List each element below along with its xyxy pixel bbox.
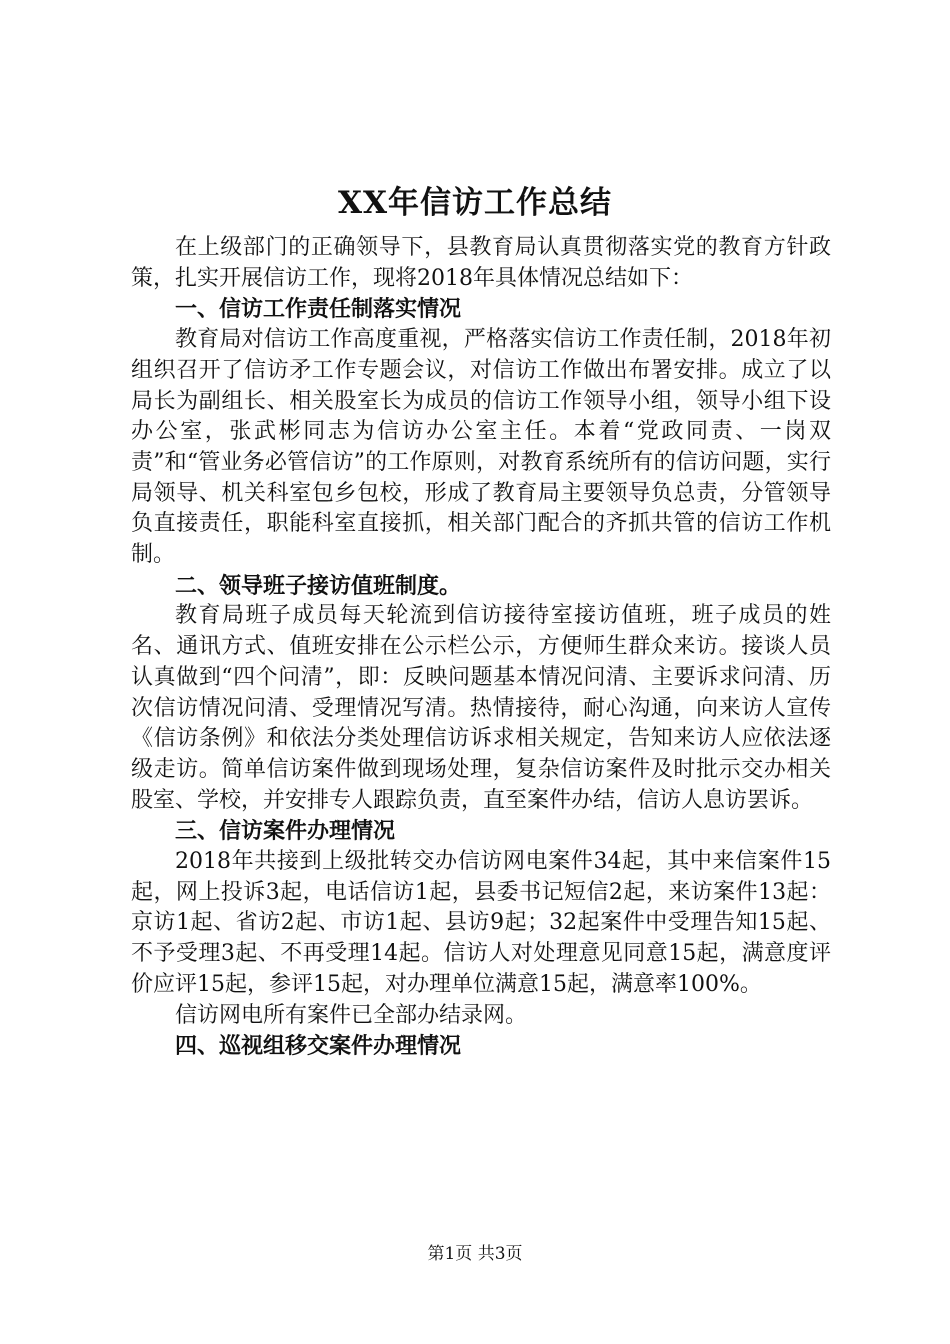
intro-paragraph: 在上级部门的正确领导下，县教育局认真贯彻落实党的教育方针政策，扎实开展信访工作，现将2018年具体情况总结如下： [131,235,831,291]
section-2-heading: 二、领导班子接访值班制度。 [175,572,462,599]
page-footer: 第1页 共3页 [427,1244,523,1264]
document-title: XX年信访工作总结 [337,185,613,221]
document-body [131,233,831,1062]
section-2-paragraph: 教育局班子成员每天轮流到信访接待室接访值班，班子成员的姓名、通讯方式、值班安排在公示栏公示，方便师生群众来访。接谈人员认真做到“四个问清”，即：反映问题基本情况问清、主要诉求问清、历次信访情况问清、受理情况写清。热情接待，耐心沟通，向来访人宣传《信访条例》和依法分类处理信访诉求相关规定，告知来访人应依法逐级走访。简单信访案件做到现场处理，复杂信访案件及时批示交办相关股室、学校，并安排专人跟踪负责，直至案件办结，信访人息访罢诉。 [131,603,831,813]
section-3-paragraph-1: 2018年共接到上级批转交办信访网电案件34起，其中来信案件15起，网上投诉3起，电话信访1起，县委书记短信2起，来访案件13起：京访1起、省访2起、市访1起、县访9起；32起案件中受理告知15起、不予受理3起、不再受理14起。信访人对处理意见同意15起，满意度评价应评15起，参评15起，对办理单位满意15起，满意率100%。 [131,849,831,997]
section-3-heading: 三、信访案件办理情况 [175,818,396,845]
section-3-paragraph-2: 信访网电所有案件已全部办结录网。 [175,1002,528,1028]
section-1-paragraph: 教育局对信访工作高度重视，严格落实信访工作责任制，2018年初组织召开了信访矛工作专题会议，对信访工作做出布署安排。成立了以局长为副组长、相关股室长为成员的信访工作领导小组，领导小组下设办公室，张武彬同志为信访办公室主任。本着“党政同责、一岗双责”和“管业务必管信访”的工作原则，对教育系统所有的信访问题，实行局领导、机关科室包乡包校，形成了教育局主要领导负总责，分管领导负直接责任，职能科室直接抓，相关部门配合的齐抓共管的信访工作机制。 [131,327,831,568]
section-1-heading: 一、信访工作责任制落实情况 [175,296,462,323]
section-4-heading: 四、巡视组移交案件办理情况 [175,1033,462,1060]
